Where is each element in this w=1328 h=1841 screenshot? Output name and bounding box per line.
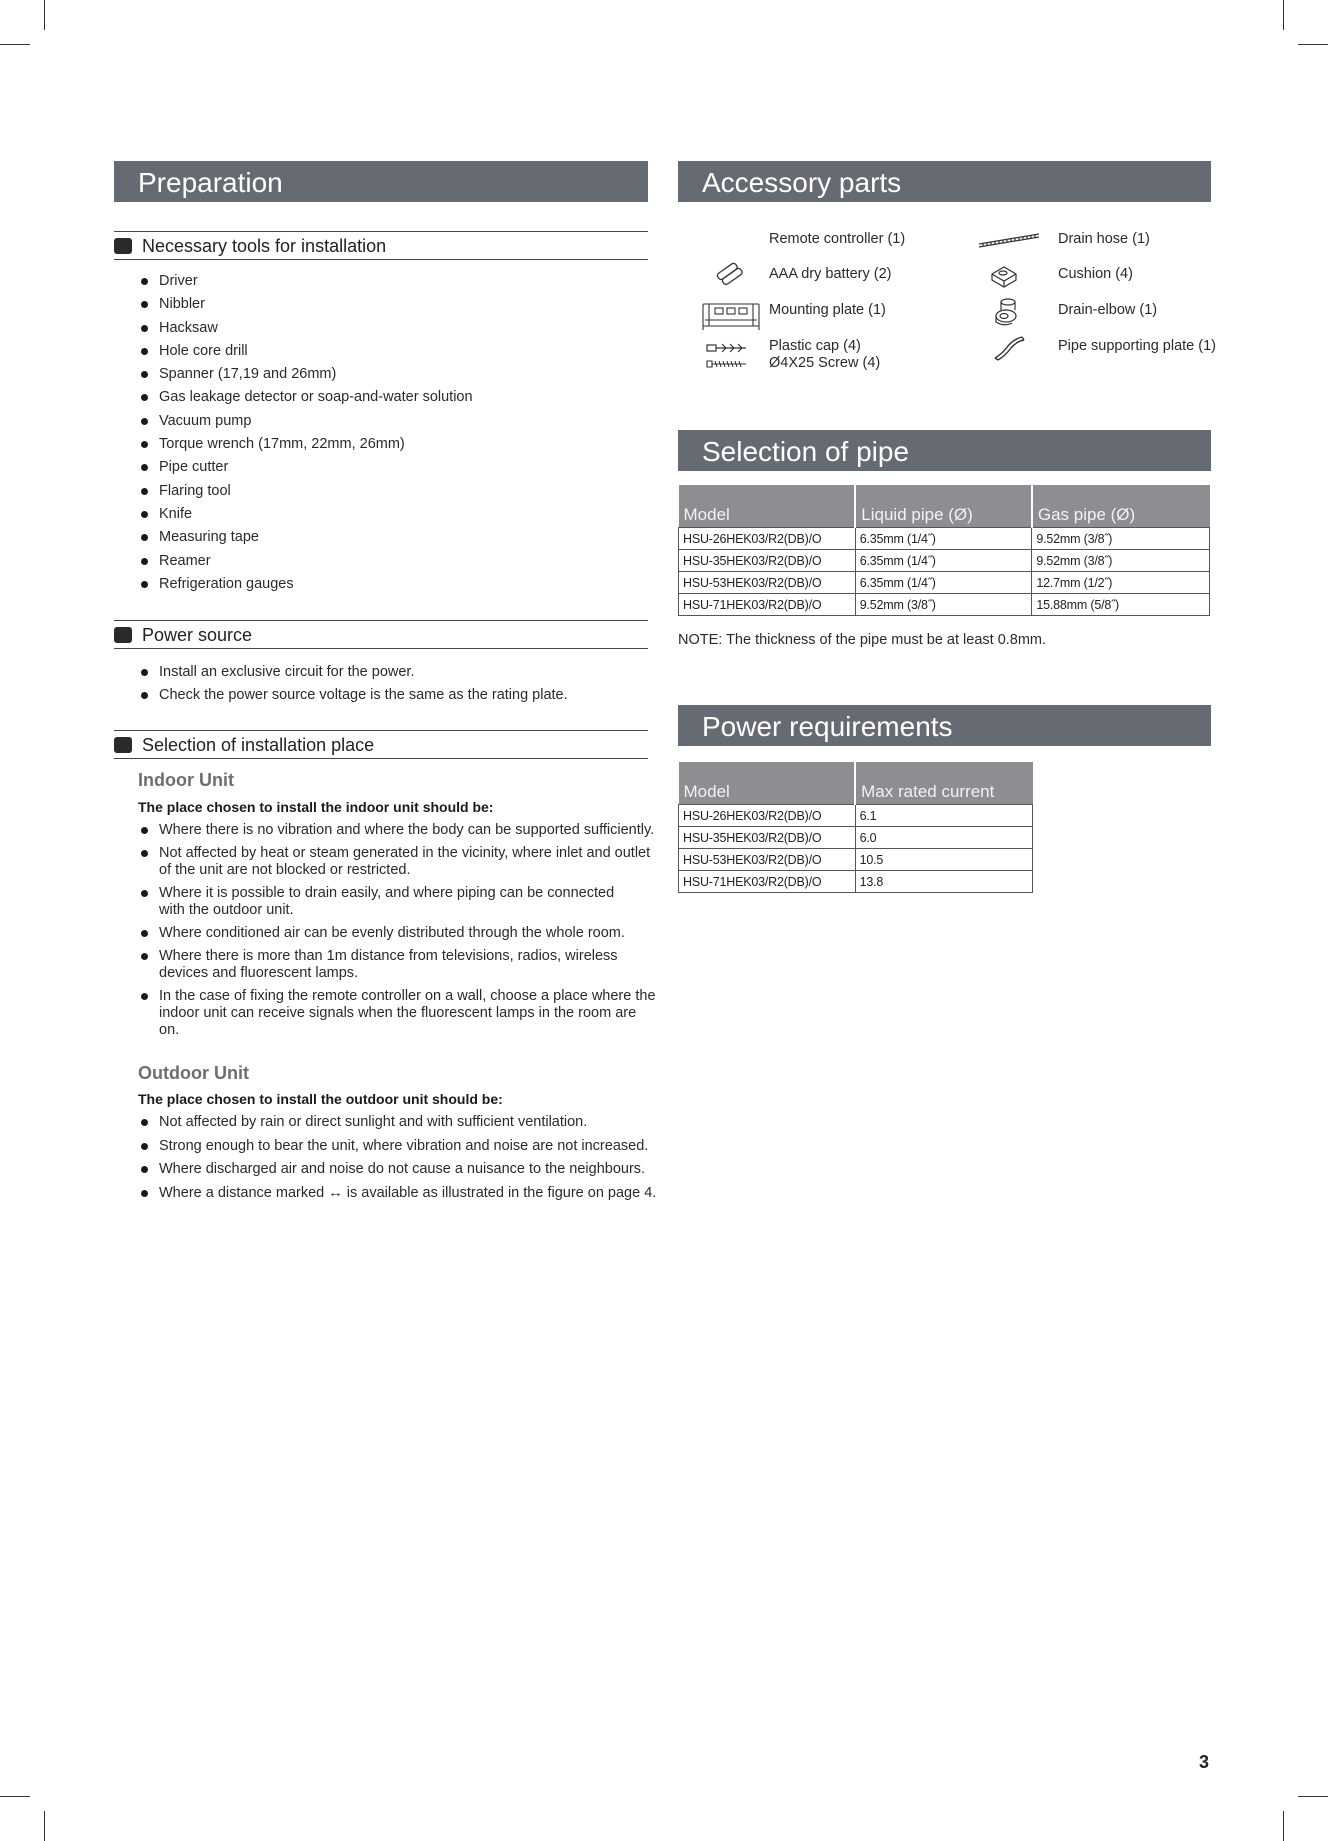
list-item: Spanner (17,19 and 26mm) <box>140 366 640 383</box>
battery-icon <box>712 258 748 286</box>
outdoor-unit-list <box>140 1114 670 1202</box>
accessory-aaa-battery: AAA dry battery (2) <box>769 266 892 282</box>
table-row <box>679 528 1210 550</box>
preparation-header <box>114 161 648 202</box>
model-cell: HSU-26HEK03/R2(DB)/O <box>679 528 856 550</box>
indoor-unit-list <box>140 822 656 1039</box>
column-header-max-rated-current: Max rated current <box>855 762 1032 805</box>
square-bullet-icon <box>114 737 132 753</box>
table-header-row <box>679 762 1033 805</box>
current-cell: 6.0 <box>855 827 1032 849</box>
table-row <box>679 550 1210 572</box>
model-cell: HSU-35HEK03/R2(DB)/O <box>679 550 856 572</box>
list-item: Driver <box>140 273 640 290</box>
column-header-model: Model <box>679 485 856 528</box>
liquid-pipe-cell: 6.35mm (1/4˝) <box>855 528 1032 550</box>
model-cell: HSU-71HEK03/R2(DB)/O <box>679 594 856 616</box>
tools-subheading <box>114 231 648 260</box>
power-source-subheading <box>114 620 648 649</box>
table-row <box>679 594 1210 616</box>
list-item: Check the power source voltage is the same as the rating plate. <box>140 687 640 704</box>
plastic-cap-icon <box>706 342 748 354</box>
indoor-unit-title: Indoor Unit <box>138 770 234 790</box>
power-source-list <box>140 664 640 704</box>
tools-list <box>140 273 640 593</box>
installation-place-subheading <box>114 730 648 759</box>
pipe-note: NOTE: The thickness of the pipe must be at least 0.8mm. <box>678 632 1047 648</box>
column-header-model: Model <box>679 762 856 805</box>
gas-pipe-cell: 9.52mm (3/8˝) <box>1032 550 1210 572</box>
pipe-title: Selection of pipe <box>702 436 910 467</box>
liquid-pipe-cell: 9.52mm (3/8˝) <box>855 594 1032 616</box>
crop-mark <box>1298 1796 1328 1797</box>
list-item: Where it is possible to drain easily, and where piping can be connected with the outdoor unit. <box>140 885 624 919</box>
current-cell: 10.5 <box>855 849 1032 871</box>
model-cell: HSU-26HEK03/R2(DB)/O <box>679 805 856 827</box>
list-item: Flaring tool <box>140 483 640 500</box>
mounting-plate-icon <box>701 300 761 332</box>
current-cell: 6.1 <box>855 805 1032 827</box>
power-source-heading: Power source <box>142 625 253 645</box>
accessory-mounting-plate: Mounting plate (1) <box>769 302 886 318</box>
table-row <box>679 805 1033 827</box>
gas-pipe-cell: 12.7mm (1/2˝) <box>1032 572 1210 594</box>
list-item: Knife <box>140 506 640 523</box>
list-item: Where conditioned air can be evenly distributed through the whole room. <box>140 925 656 942</box>
list-item: Not affected by rain or direct sunlight and with sufficient ventilation. <box>140 1114 670 1131</box>
installation-place-heading: Selection of installation place <box>142 735 375 755</box>
power-requirements-header <box>678 705 1211 746</box>
accessory-drain-elbow: Drain-elbow (1) <box>1058 302 1158 318</box>
list-item: Where a distance marked ↔ is available as illustrated in the figure on page 4. <box>140 1185 670 1202</box>
gas-pipe-cell: 15.88mm (5/8˝) <box>1032 594 1210 616</box>
accessory-screw: Ø4X25 Screw (4) <box>769 355 881 371</box>
list-item: Gas leakage detector or soap-and-water solution <box>140 389 640 406</box>
crop-mark <box>1283 0 1284 30</box>
list-item: Nibbler <box>140 296 640 313</box>
list-item: Where there is more than 1m distance from televisions, radios, wireless devices and fluorescent lamps. <box>140 948 639 982</box>
indoor-unit-intro: The place chosen to install the indoor unit should be: <box>138 799 494 815</box>
accessory-title: Accessory parts <box>702 167 902 198</box>
list-item: Pipe cutter <box>140 459 640 476</box>
list-item: Refrigeration gauges <box>140 576 640 593</box>
power-requirements-title: Power requirements <box>702 711 953 742</box>
drain-hose-icon <box>977 230 1041 248</box>
square-bullet-icon <box>114 627 132 643</box>
accessory-remote-controller: Remote controller (1) <box>769 231 906 247</box>
accessory-cushion: Cushion (4) <box>1058 266 1133 282</box>
list-item: Hole core drill <box>140 343 640 360</box>
pipe-header <box>678 430 1211 471</box>
cushion-icon <box>988 262 1020 290</box>
crop-mark <box>0 44 30 45</box>
outdoor-unit-title: Outdoor Unit <box>138 1063 249 1083</box>
model-cell: HSU-53HEK03/R2(DB)/O <box>679 572 856 594</box>
pipe-table <box>678 485 1210 616</box>
crop-mark <box>1283 1811 1284 1841</box>
list-item: Strong enough to bear the unit, where vibration and noise are not increased. <box>140 1138 670 1155</box>
pipe-supporting-plate-icon <box>992 334 1026 362</box>
model-cell: HSU-35HEK03/R2(DB)/O <box>679 827 856 849</box>
screw-icon <box>706 359 748 369</box>
crop-mark <box>0 1796 30 1797</box>
power-table <box>678 762 1033 893</box>
liquid-pipe-cell: 6.35mm (1/4˝) <box>855 550 1032 572</box>
accessory-header <box>678 161 1211 202</box>
drain-elbow-icon <box>992 296 1020 328</box>
crop-mark <box>44 0 45 30</box>
list-item: Torque wrench (17mm, 22mm, 26mm) <box>140 436 640 453</box>
tools-heading: Necessary tools for installation <box>142 236 387 256</box>
list-item: Where discharged air and noise do not cause a nuisance to the neighbours. <box>140 1161 670 1178</box>
list-item: Hacksaw <box>140 320 640 337</box>
model-cell: HSU-71HEK03/R2(DB)/O <box>679 871 856 893</box>
list-item: In the case of fixing the remote controller on a wall, choose a place where the indoor unit can receive signals when the fluorescent lamps in the room are on. <box>140 988 659 1039</box>
list-item: Install an exclusive circuit for the power. <box>140 664 640 681</box>
list-item: Vacuum pump <box>140 413 640 430</box>
accessory-drain-hose: Drain hose (1) <box>1058 231 1150 247</box>
table-row <box>679 871 1033 893</box>
crop-mark <box>1298 44 1328 45</box>
list-item: Where there is no vibration and where the body can be supported sufficiently. <box>140 822 656 839</box>
column-header-liquid-pipe: Liquid pipe (Ø) <box>855 485 1032 528</box>
table-row <box>679 572 1210 594</box>
accessory-pipe-supporting-plate: Pipe supporting plate (1) <box>1058 338 1216 354</box>
accessory-plastic-cap: Plastic cap (4) <box>769 338 861 354</box>
list-item: Reamer <box>140 553 640 570</box>
table-header-row <box>679 485 1210 528</box>
page-number: 3 <box>1199 1752 1210 1772</box>
table-row <box>679 827 1033 849</box>
square-bullet-icon <box>114 238 132 254</box>
current-cell: 13.8 <box>855 871 1032 893</box>
crop-mark <box>44 1811 45 1841</box>
model-cell: HSU-53HEK03/R2(DB)/O <box>679 849 856 871</box>
gas-pipe-cell: 9.52mm (3/8˝) <box>1032 528 1210 550</box>
list-item: Not affected by heat or steam generated in the vicinity, where inlet and outlet of the unit are not blocked or restricted. <box>140 845 656 879</box>
outdoor-unit-intro: The place chosen to install the outdoor unit should be: <box>138 1091 503 1107</box>
list-item: Measuring tape <box>140 529 640 546</box>
liquid-pipe-cell: 6.35mm (1/4˝) <box>855 572 1032 594</box>
table-row <box>679 849 1033 871</box>
column-header-gas-pipe: Gas pipe (Ø) <box>1032 485 1210 528</box>
preparation-title: Preparation <box>138 167 283 198</box>
